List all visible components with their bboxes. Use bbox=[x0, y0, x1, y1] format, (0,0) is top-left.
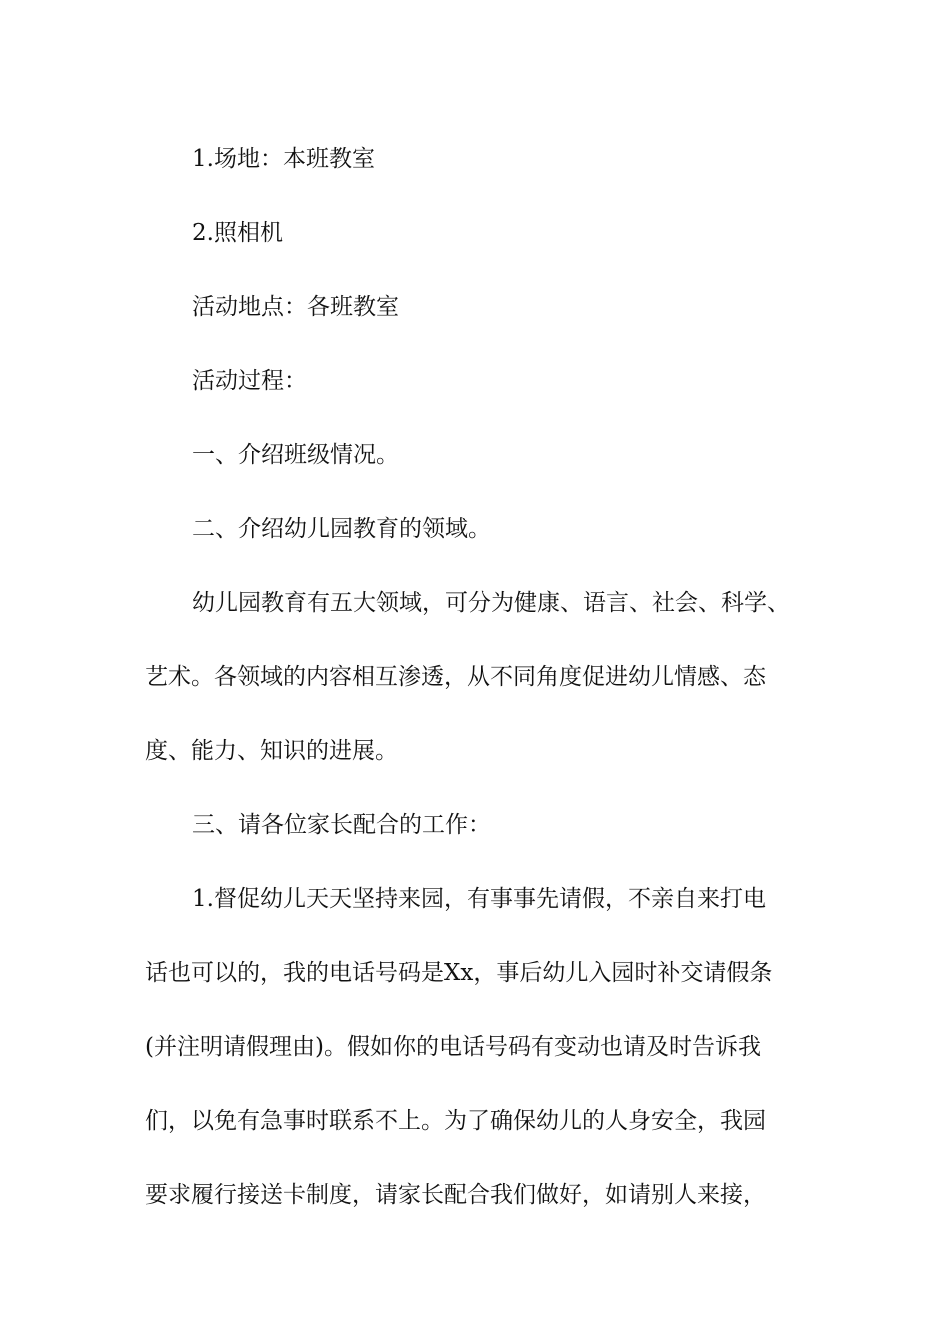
section-heading-class-intro: 一、介绍班级情况。 bbox=[192, 442, 399, 468]
paragraph-domains-line-1: 幼儿园教育有五大领域，可分为健康、语言、社会、科学、 bbox=[192, 590, 790, 616]
paragraph-attendance-line-5: 要求履行接送卡制度，请家长配合我们做好，如请别人来接， bbox=[145, 1182, 766, 1208]
section-heading-parent-cooperation: 三、请各位家长配合的工作： bbox=[192, 812, 491, 838]
paragraph-attendance-line-3: (并注明请假理由)。假如你的电话号码有变动也请及时告诉我 bbox=[145, 1034, 761, 1060]
document-body bbox=[145, 122, 815, 1232]
paragraph-domains-line-3: 度、能力、知识的进展。 bbox=[145, 738, 398, 764]
section-heading-process: 活动过程： bbox=[192, 368, 307, 394]
paragraph-venue: 1.场地：本班教室 bbox=[192, 146, 375, 172]
paragraph-location: 活动地点：各班教室 bbox=[192, 294, 399, 320]
paragraph-attendance-line-4: 们，以免有急事时联系不上。为了确保幼儿的人身安全，我园 bbox=[145, 1108, 766, 1134]
paragraph-attendance-line-2: 话也可以的，我的电话号码是Xx，事后幼儿入园时补交请假条 bbox=[145, 960, 773, 986]
section-heading-domains: 二、介绍幼儿园教育的领域。 bbox=[192, 516, 491, 542]
paragraph-camera: 2.照相机 bbox=[192, 220, 283, 246]
paragraph-attendance-line-1: 1.督促幼儿天天坚持来园，有事事先请假，不亲自来打电 bbox=[192, 886, 766, 912]
paragraph-domains-line-2: 艺术。各领域的内容相互渗透，从不同角度促进幼儿情感、态 bbox=[145, 664, 766, 690]
